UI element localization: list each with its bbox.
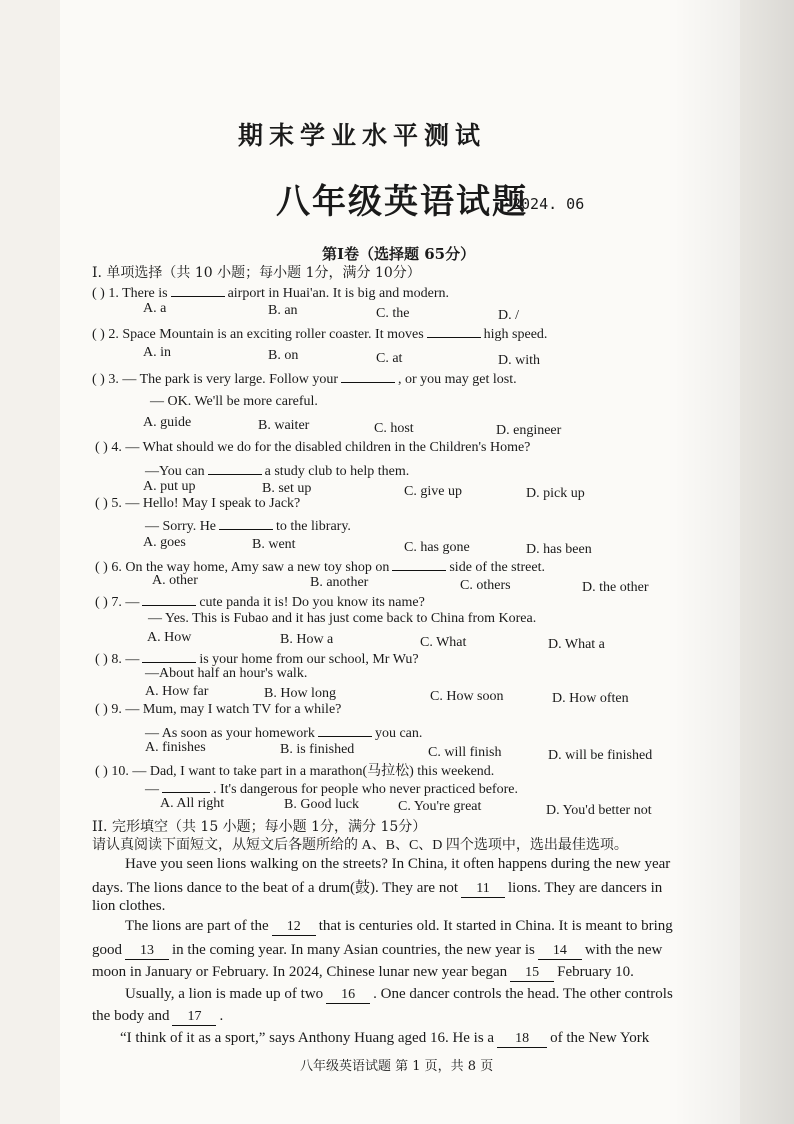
- option-c: C. What: [420, 635, 467, 650]
- answer-bracket[interactable]: ( ): [92, 327, 105, 342]
- option-d: D. the other: [582, 580, 649, 595]
- passage-line: the body and 17 .: [92, 1008, 224, 1024]
- option-a: A. guide: [143, 415, 192, 430]
- option-c: C. How soon: [430, 689, 504, 704]
- blank: [162, 778, 210, 793]
- dialogue-reply: — OK. We'll be more careful.: [150, 394, 318, 409]
- answer-bracket[interactable]: ( ): [95, 496, 108, 511]
- passage-line: The lions are part of the 12 that is centuries old. It started in China. It is meant to bring: [125, 918, 673, 934]
- exam-date: 2024. 06: [512, 195, 585, 213]
- option-a: A. in: [143, 345, 171, 360]
- option-c: C. others: [460, 578, 511, 593]
- blank: [171, 282, 225, 297]
- answer-bracket[interactable]: ( ): [95, 560, 108, 575]
- option-b: B. an: [268, 303, 298, 318]
- question-9: ( ) 9. — Mum, may I watch TV for a while?: [95, 702, 342, 717]
- dialogue-reply: — As soon as your homework you can.: [145, 722, 422, 742]
- cloze-blank-14[interactable]: 14: [538, 943, 582, 960]
- option-a: A. put up: [143, 479, 196, 494]
- page-shadow: [674, 0, 794, 1124]
- cloze-blank-16[interactable]: 16: [326, 987, 370, 1004]
- option-b: B. waiter: [258, 418, 310, 433]
- blank: [318, 722, 372, 737]
- answer-bracket[interactable]: ( ): [92, 372, 105, 387]
- option-c: C. give up: [404, 484, 462, 499]
- option-c: C. the: [376, 306, 410, 321]
- question-4: ( ) 4. — What should we do for the disabled children in the Children's Home?: [95, 440, 531, 455]
- exam-subtitle: 八年级英语试题: [276, 182, 528, 222]
- option-c: C. You're great: [398, 799, 482, 814]
- question-8: ( ) 8. — is your home from our school, Mr Wu?: [95, 648, 419, 668]
- option-d: D. What a: [548, 637, 605, 652]
- blank: [219, 515, 273, 530]
- option-b: B. Good luck: [284, 797, 360, 812]
- section2-instruction: 请认真阅读下面短文，从短文后各题所给的 A、B、C、D 四个选项中，选出最佳选项。: [92, 838, 628, 853]
- option-b: B. How a: [280, 632, 334, 647]
- option-d: D. will be finished: [548, 748, 653, 763]
- option-d: D. with: [498, 353, 540, 368]
- blank: [427, 323, 481, 338]
- passage-line: lion clothes.: [92, 898, 166, 914]
- answer-bracket[interactable]: ( ): [95, 652, 108, 667]
- answer-bracket[interactable]: ( ): [92, 286, 105, 301]
- option-a: A. other: [152, 573, 198, 588]
- section2-heading: II. 完形填空（共 15 小题；每小题 1分，满分 15分）: [92, 819, 427, 835]
- cloze-blank-15[interactable]: 15: [510, 965, 554, 982]
- dialogue-reply: — Yes. This is Fubao and it has just come back to China from Korea.: [148, 611, 537, 626]
- question-2: ( ) 2. Space Mountain is an exciting roller coaster. It moves high speed.: [92, 323, 547, 343]
- cloze-blank-18[interactable]: 18: [497, 1031, 547, 1048]
- question-3: ( ) 3. — The park is very large. Follow your , or you may get lost.: [92, 368, 517, 388]
- answer-bracket[interactable]: ( ): [95, 764, 108, 779]
- option-b: B. another: [310, 575, 369, 590]
- blank: [142, 648, 196, 663]
- passage-line: days. The lions dance to the beat of a drum(鼓). They are not 11 lions. They are dancers in: [92, 880, 663, 896]
- blank: [142, 591, 196, 606]
- option-a: A. All right: [160, 796, 225, 811]
- volume-heading: 第Ⅰ卷（选择题 65分）: [322, 245, 476, 263]
- blank: [208, 460, 262, 475]
- option-b: B. on: [268, 348, 299, 363]
- blank: [392, 556, 446, 571]
- cloze-blank-13[interactable]: 13: [125, 943, 169, 960]
- option-b: B. went: [252, 537, 296, 552]
- dialogue-reply: —You can a study club to help them.: [145, 460, 409, 480]
- option-a: A. How: [147, 630, 192, 645]
- option-b: B. is finished: [280, 742, 355, 757]
- question-7: ( ) 7. — cute panda it is! Do you know its name?: [95, 591, 425, 611]
- option-d: D. pick up: [526, 486, 585, 501]
- option-a: A. a: [143, 301, 167, 316]
- cloze-blank-12[interactable]: 12: [272, 919, 316, 936]
- option-d: D. /: [498, 308, 519, 323]
- passage-line: Have you seen lions walking on the streets? In China, it often happens during the new year: [125, 856, 671, 872]
- option-a: A. finishes: [145, 740, 206, 755]
- passage-line: moon in January or February. In 2024, Chinese lunar new year began 15 February 10.: [92, 964, 634, 980]
- option-d: D. has been: [526, 542, 592, 557]
- option-c: C. has gone: [404, 540, 470, 555]
- answer-bracket[interactable]: ( ): [95, 702, 108, 717]
- dialogue-reply: — . It's dangerous for people who never practiced before.: [145, 778, 518, 798]
- option-d: D. engineer: [496, 423, 562, 438]
- option-a: A. How far: [145, 684, 209, 699]
- exam-title: 期末学业水平测试: [238, 121, 487, 150]
- option-d: D. How often: [552, 691, 629, 706]
- option-d: D. You'd better not: [546, 803, 652, 818]
- section1-heading: I. 单项选择（共 10 小题；每小题 1分，满分 10分）: [92, 265, 421, 281]
- option-c: C. will finish: [428, 745, 502, 760]
- option-c: C. at: [376, 351, 403, 366]
- cloze-blank-11[interactable]: 11: [461, 881, 505, 898]
- option-b: B. How long: [264, 686, 336, 701]
- option-c: C. host: [374, 421, 414, 436]
- passage-line: “I think of it as a sport,” says Anthony Huang aged 16. He is a 18 of the New York: [120, 1030, 650, 1046]
- page-footer: 八年级英语试题 第 1 页，共 8 页: [300, 1059, 494, 1074]
- question-5: ( ) 5. — Hello! May I speak to Jack?: [95, 496, 301, 511]
- passage-line: good 13 in the coming year. In many Asian countries, the new year is 14 with the new: [92, 942, 663, 958]
- answer-bracket[interactable]: ( ): [95, 595, 108, 610]
- option-b: B. set up: [262, 481, 312, 496]
- answer-bracket[interactable]: ( ): [95, 440, 108, 455]
- dialogue-reply: — Sorry. He to the library.: [145, 515, 351, 535]
- question-6: ( ) 6. On the way home, Amy saw a new toy shop on side of the street.: [95, 556, 545, 576]
- blank: [341, 368, 395, 383]
- passage-line: Usually, a lion is made up of two 16 . One dancer controls the head. The other controls: [125, 986, 673, 1002]
- cloze-blank-17[interactable]: 17: [172, 1009, 216, 1026]
- dialogue-reply: —About half an hour's walk.: [145, 666, 308, 681]
- question-10: ( ) 10. — Dad, I want to take part in a marathon(马拉松) this weekend.: [95, 764, 495, 779]
- option-a: A. goes: [143, 535, 186, 550]
- question-1: ( ) 1. There is airport in Huai'an. It is big and modern.: [92, 282, 449, 302]
